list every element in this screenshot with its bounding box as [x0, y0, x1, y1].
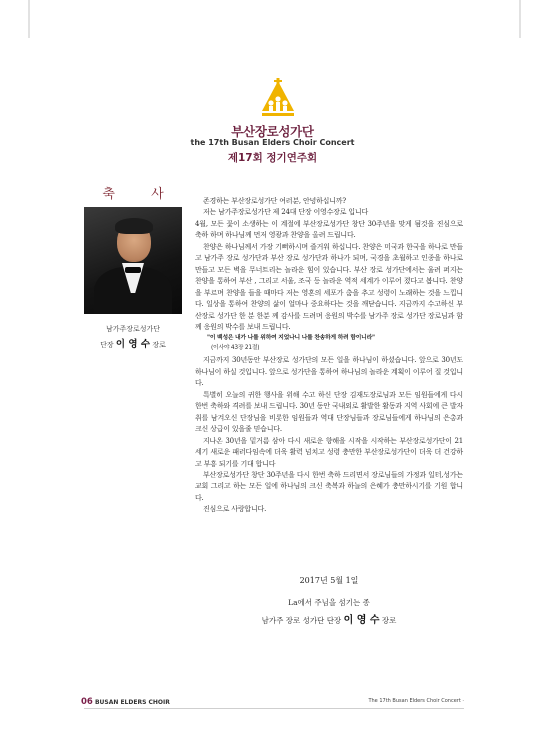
org-title-korean: 부산장로성가단 [231, 124, 314, 139]
signature-name: 이 영 수 [343, 615, 380, 626]
letter-date: 2017년 5월 1일 [299, 576, 359, 585]
paragraph: 진심으로 사랑합니다. [203, 505, 267, 514]
paragraph: 지나온 30년을 밑거름 삼아 다시 새로운 향해을 시작을 시작하는 부산장로성가단이 21세기 새로운 패러다임속에 더욱 활력 넘치고 성령 충만한 부산장로성가단이 더욱 더 건강하고 부흥 되기를 기대 합니다 [195, 436, 463, 468]
paragraph: 특별히 오늘의 귀한 행사을 위해 수고 하신 단장 김재도장로님과 모든 임원들에게 다시 한번 축하와 격려를 보내 드립니다. 30년 동안 국내외로 활발한 활동과 지역 사회에 큰 발자취를 남겨오신 단장님을 비롯한 임원들과 역대 단장님들과 장로님들에게 하나님의 은총과 크신 상급이 있을줄 믿습니다. [195, 390, 463, 434]
footer-right: The 17th Busan Elders Choir Concert · [368, 698, 464, 704]
paragraph: 존경하는 부산장로성가단 여러분, 안녕하십니까? [203, 197, 346, 205]
page-number: 06 [81, 697, 93, 707]
portrait-caption-name: 단장 이 영 수 장로 [100, 339, 166, 350]
signature-line-1: La에서 주님을 섬기는 종 [288, 598, 370, 607]
choir-logo-icon [258, 77, 298, 121]
section-heading: 축 사 [102, 187, 180, 202]
bible-verse-source: (이사야 43장 21절) [211, 345, 260, 352]
footer-divider [84, 708, 464, 709]
paragraph: 저는 남가주장로성가단 제 24대 단장 이영수장로 입니다 [203, 208, 369, 217]
greeting-body [195, 196, 463, 516]
paragraph: 지금까지 30년동안 부산장로 성가단의 모든 일을 하나님이 하셨습니다. 앞으로 30년도 하나님이 하실 것입니다. 앞으로 성가단을 통하여 하나님의 놀라운 계획이 이루어 질 것입니다. [195, 356, 463, 388]
signature-line-2: 남가주 장로 성가단 단장 이 영 수 장로 [261, 615, 397, 626]
portrait-photo [84, 207, 182, 314]
page-fold-right [519, 0, 521, 38]
page-fold-left [28, 0, 30, 38]
bible-verse: "이 백성은 내가 나를 위하여 지었나니 나를 찬송하게 하려 함이니라" [207, 335, 375, 342]
concert-title-english: the 17th Busan Elders Choir Concert [190, 138, 355, 147]
paragraph: 찬양은 하나님께서 가장 기뻐하시며 즐거워 하십니다. 찬양은 미국과 한국을 하나로 만들고 남가주 장로 성가단과 부산 장로 성가단과 하나가 되며, 국경을 초월하고 인종을 하나로 만들고 모든 벽을 무너트리는 놀라운 힘이 있습니다. 부산 장로 성가단에서는 울려 퍼지는 찬양을 통하여 부산 , 그리고 서울, 조국 등 놀라운 역적 세계가 이루어 졌다고 봅니다. 찬양을 부르며 찬양을 들을 때마다 저는 영혼의 세포가 춤을 추고 성령이 노래하는 것을 느낍니다. 일상을 통하여 찬양의 삶이 얼마나 중요하다는 것을 깨닫습니다. 지금까지 수고하신 부산장로 성가단 한 분 한분 께 감사를 드려며 응원의 박수를 남가주 장로 성가단 장로님과 함께 응원의 박수를 보내 드립니다. [195, 242, 463, 331]
concert-title-korean: 제17회 정기연주회 [227, 152, 318, 164]
footer-left: 06 BUSAN ELDERS CHOIR [81, 697, 170, 707]
paragraph: 4월, 모든 꽃이 소생하는 이 계절에 부산장로성가단 창단 30주년을 맞게 됨것을 진심으로 축하 하며 하나님께 먼저 영광과 찬양을 올려 드립니다. [195, 219, 463, 240]
portrait-caption-org: 남가주장로성가단 [105, 325, 161, 333]
paragraph: 부산장로성가단 창단 30주년을 다시 한번 축하 드리면서 장로님들의 가정과 일터,성가는 교회 그리고 하는 모든 일에 하나님의 크신 축복과 하늘의 은혜가 충만하시기를 기원 합니다. [195, 470, 463, 502]
